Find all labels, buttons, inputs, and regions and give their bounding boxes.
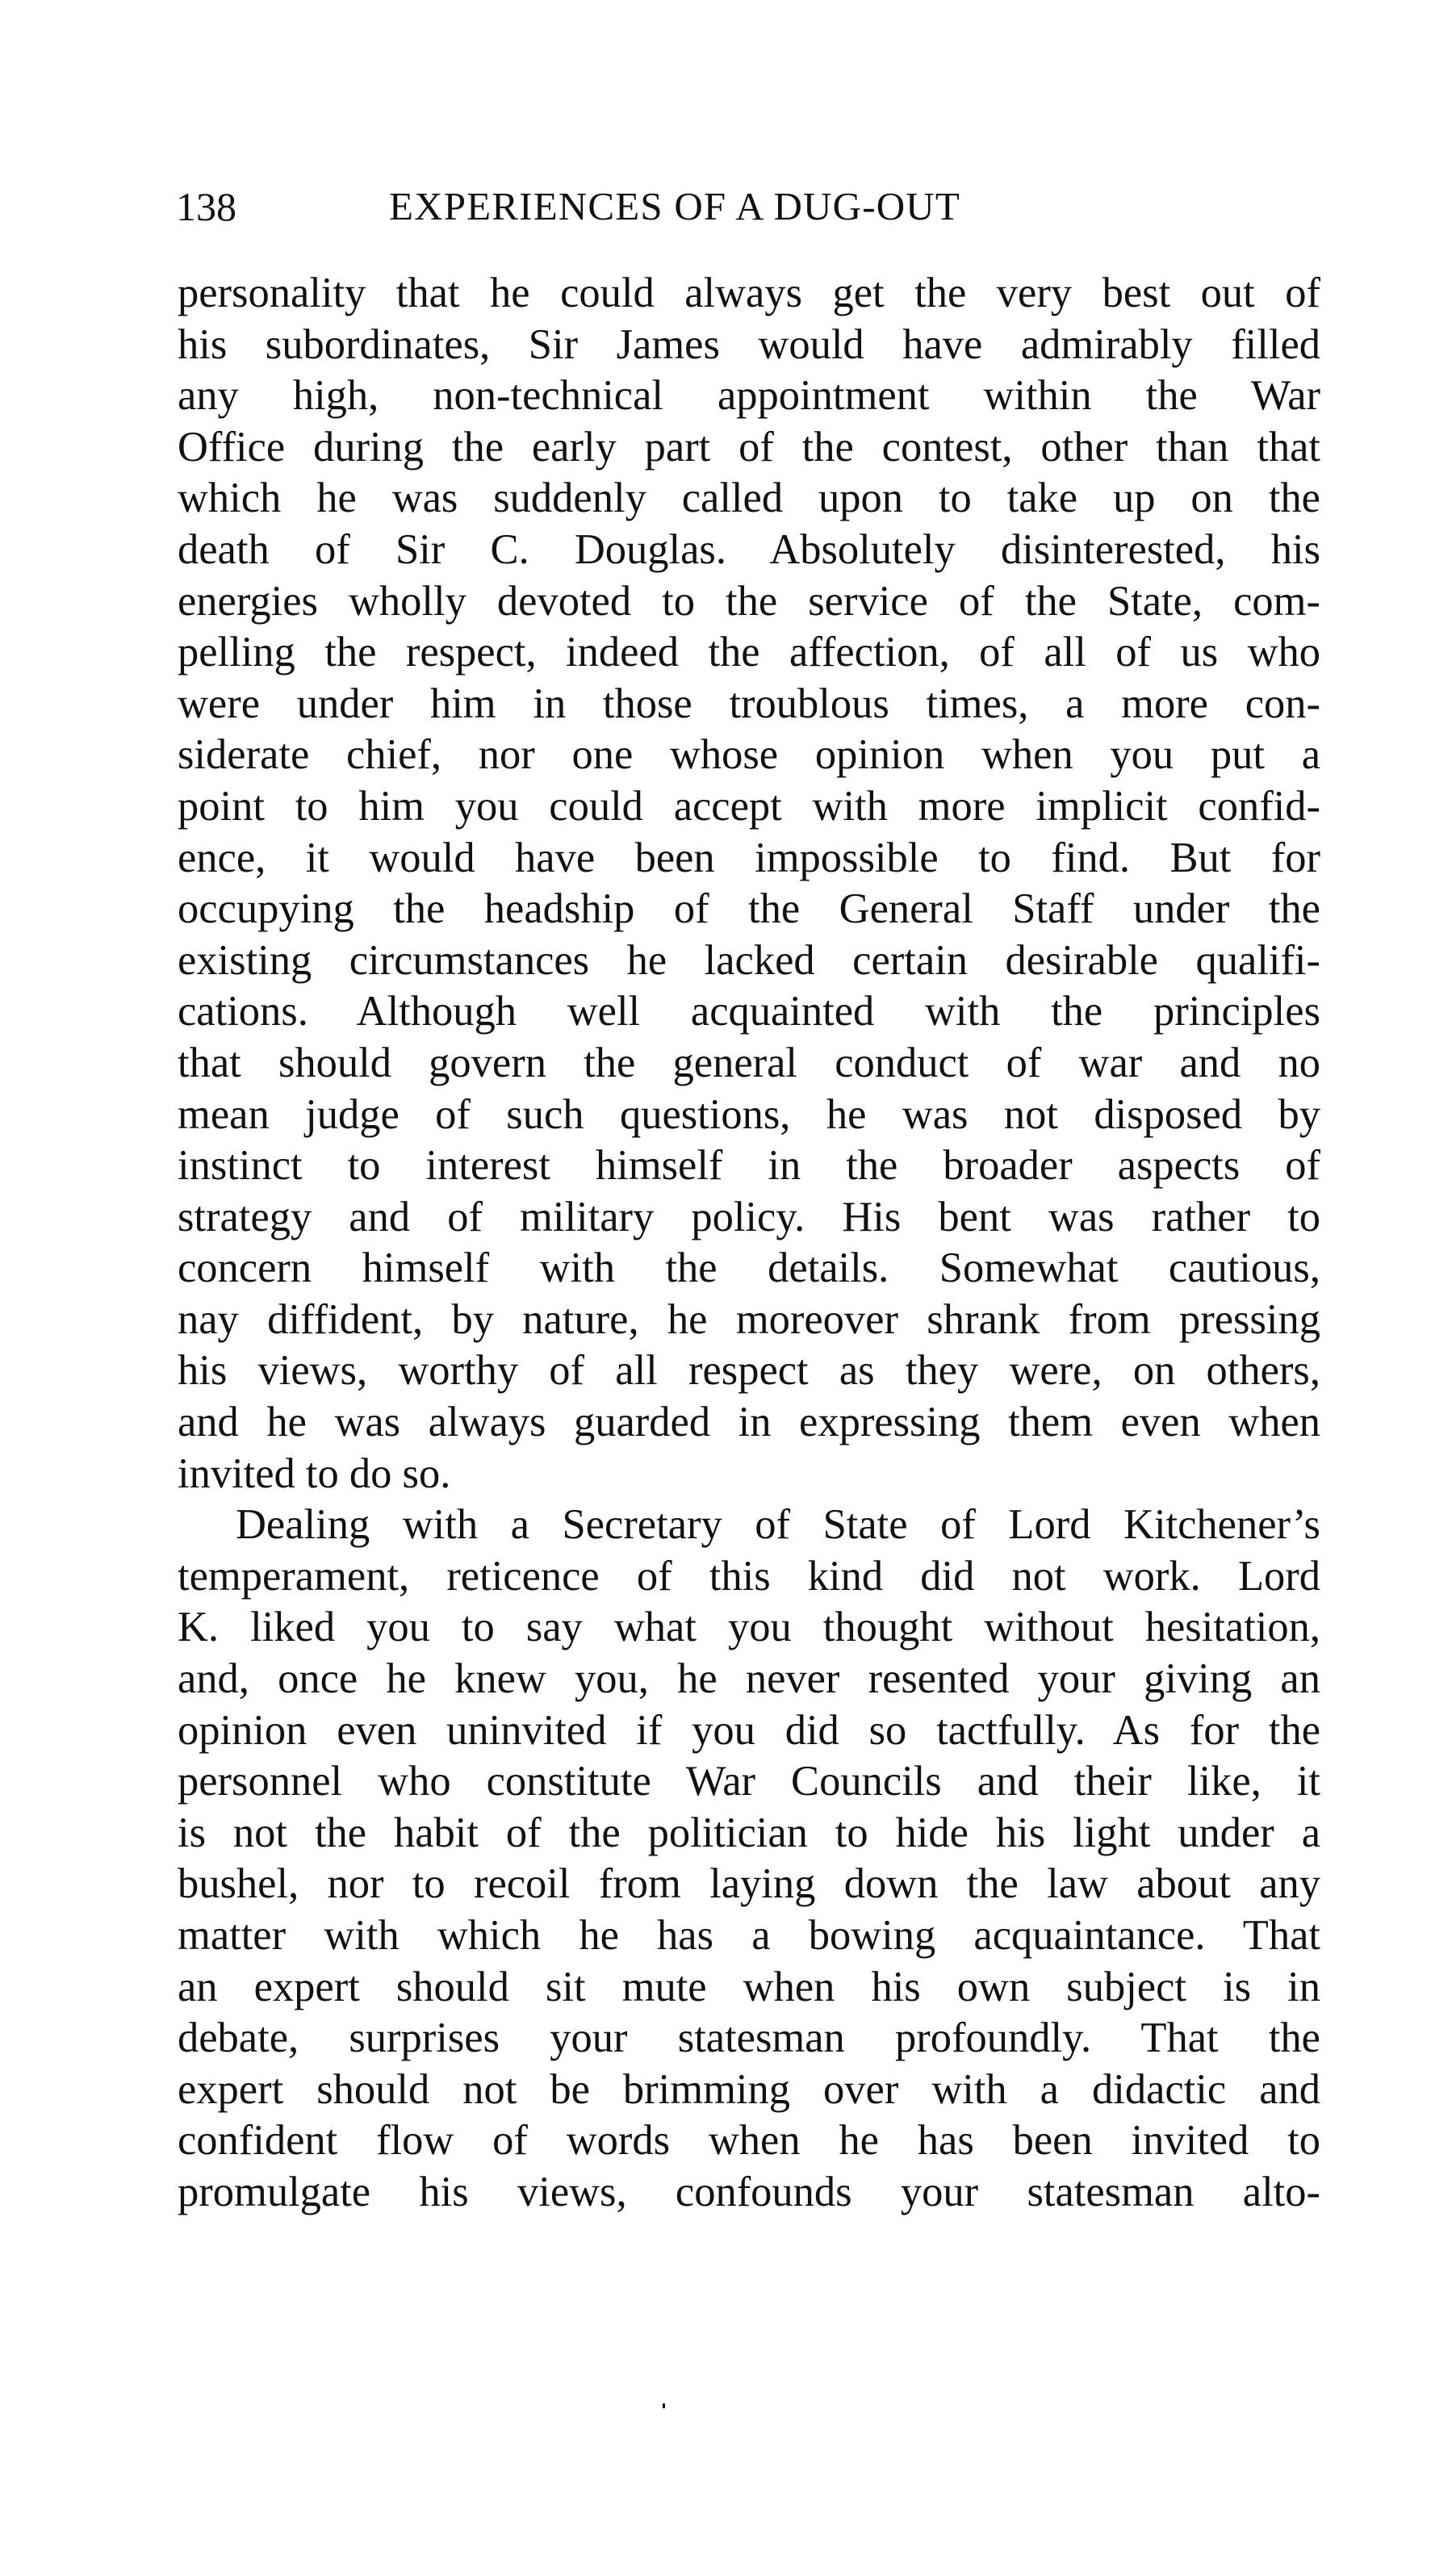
page-number: 138 [176,184,236,229]
text-line: and he was always guarded in expressing them even when [178,1399,1320,1446]
text-line: siderate chief, nor one whose opinion when you put a [178,731,1320,779]
text-line: ence, it would have been impossible to find. But for [178,834,1320,881]
text-line: bushel, nor to recoil from laying down the law about any [178,1860,1320,1908]
text-line: his subordinates, Sir James would have admirably filled [178,320,1320,368]
text-line: that should govern the general conduct of war and no [178,1039,1320,1086]
paragraph-start-line: Dealing with a Secretary of State of Lord Kitchener’s [236,1501,1320,1549]
text-line: personnel who constitute War Councils and their like, it [178,1758,1320,1805]
text-line: matter with which he has a bowing acquaintance. That [178,1912,1320,1959]
paragraph-end-line: invited to do so. [178,1450,451,1497]
text-line: cations. Although well acquainted with the principles [178,988,1320,1035]
text-line: and, once he knew you, he never resented your giving an [178,1655,1320,1703]
text-line: mean judge of such questions, he was not disposed by [178,1090,1320,1138]
text-line: occupying the headship of the General Staff under the [178,885,1320,933]
footer-dot-mark [663,2403,665,2408]
text-line: expert should not be brimming over with a didactic and [178,2065,1320,2113]
text-line: Office during the early part of the contest, other than that [178,423,1320,471]
text-line: point to him you could accept with more implicit confid- [178,782,1320,830]
running-head [176,182,1322,231]
text-line: which he was suddenly called upon to take up on the [178,475,1320,522]
text-line: personality that he could always get the very best out of [178,270,1320,316]
text-line: pelling the respect, indeed the affection, of all of us who [178,629,1320,676]
text-line: promulgate his views, confounds your statesman alto- [178,2168,1320,2215]
text-line: concern himself with the details. Somewhat cautious, [178,1245,1320,1292]
text-line: strategy and of military policy. His bent was rather to [178,1193,1320,1240]
text-line: death of Sir C. Douglas. Absolutely disinterested, his [178,525,1320,573]
text-line: were under him in those troublous times, a more con- [178,680,1320,727]
body-text [178,268,1320,2219]
text-line: existing circumstances he lacked certain desirable qualifi- [178,936,1320,984]
text-line: any high, non-technical appointment within the War [178,372,1320,420]
text-line: instinct to interest himself in the broader aspects of [178,1142,1320,1190]
text-line: an expert should sit mute when his own subject is in [178,1963,1320,2010]
text-line: confident flow of words when he has been invited to [178,2117,1320,2165]
text-line: debate, surprises your statesman profoundly. That the [178,2014,1320,2062]
text-line: is not the habit of the politician to hide his light under a [178,1809,1320,1856]
text-line: energies wholly devoted to the service of the State, com- [178,577,1320,625]
text-line: his views, worthy of all respect as they were, on others, [178,1347,1320,1395]
text-line: temperament, reticence of this kind did not work. Lord [178,1552,1320,1600]
text-line: nay diffident, by nature, he moreover shrank from pressing [178,1295,1320,1343]
text-line: opinion even uninvited if you did so tactfully. As for the [178,1706,1320,1754]
text-line: K. liked you to say what you thought without hesitation, [178,1604,1320,1651]
running-title: EXPERIENCES OF A DUG-OUT [389,184,961,228]
